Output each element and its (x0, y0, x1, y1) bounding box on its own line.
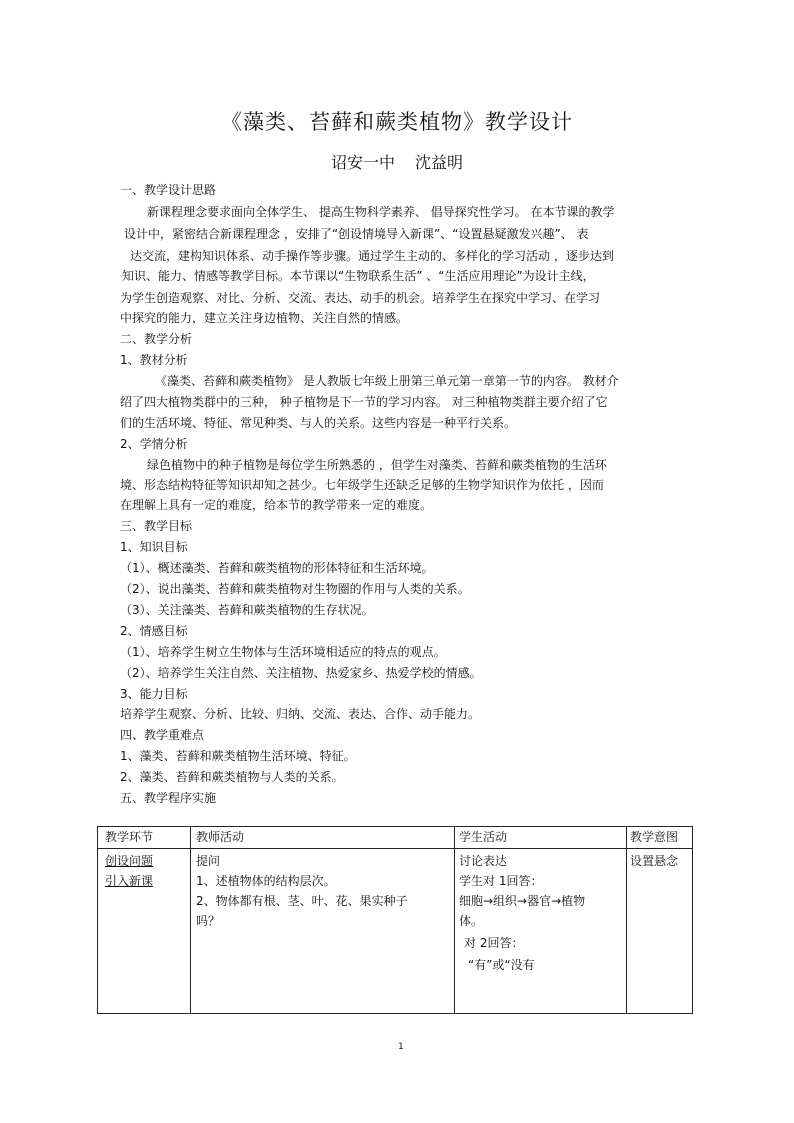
list-item: （2）、培养学生关注自然、关注植物、热爱家乡、热爱学校的情感。 (120, 666, 482, 680)
document-title: 《藻类、苔藓和蕨类植物》教学设计 (221, 110, 573, 134)
intent-cell: 设置悬念 (630, 854, 679, 868)
paragraph-line: 《藻类、苔藓和蕨类植物》 是人教版七年级上册第三单元第一章第一节的内容。 教材介 (155, 374, 619, 388)
section-heading: 三、教学目标 (120, 519, 193, 533)
subsection-heading: 2、情感目标 (120, 624, 188, 638)
student-cell-line: 体。 (459, 914, 484, 928)
paragraph-line: 知识、能力、情感等教学目标。本节课以“生物联系生活” 、“生活应用理论”为设计主线， (122, 269, 595, 283)
table-header-cell: 学生活动 (459, 830, 508, 844)
school-name: 诏安一中 (330, 153, 395, 172)
paragraph-line: 绍了四大植物类群中的三种， 种子植物是下一节的学习内容。 对三种植物类群主要介绍了它 (120, 395, 608, 409)
paragraph-line: 境、形态结构特征等知识却知之甚少。七年级学生还缺乏足够的生物学知识作为依托 ，因而 (120, 478, 604, 492)
list-item: （1）、概述藻类、苔藓和蕨类植物的形体特征和生活环境。 (120, 561, 434, 575)
paragraph-line: 培养学生观察、分析、比较、归纳、交流、表达、合作、动手能力。 (120, 707, 481, 721)
student-cell-line: 讨论表达 (459, 854, 508, 868)
student-cell-line: “有”或“没有 (468, 958, 535, 972)
subsection-heading: 1、教材分析 (120, 353, 188, 367)
paragraph-line: 新课程理念要求面向全体学生、 提高生物科学素养、 倡导探究性学习。 在本节课的教学 (147, 205, 615, 219)
student-cell-line: 学生对 1回答： (459, 874, 543, 888)
stage-cell-line: 引入新课 (105, 874, 154, 888)
subsection-heading: 3、能力目标 (120, 687, 188, 701)
teacher-cell-line: 1、述植物体的结构层次。 (196, 874, 336, 888)
column-divider (626, 827, 627, 1013)
table-header-cell: 教学意图 (630, 830, 679, 844)
subsection-heading: 1、知识目标 (120, 540, 188, 554)
column-divider (454, 827, 455, 1013)
subsection-heading: 2、学情分析 (120, 437, 188, 451)
teacher-cell-line: 提问 (196, 854, 221, 868)
paragraph-line: 们的生活环境、特征、常见种类、与人的关系。这些内容是一种平行关系。 (120, 416, 517, 430)
list-item: （3）、关注藻类、苔藓和蕨类植物的生存状况。 (120, 603, 374, 617)
paragraph-line: 达交流，建构知识体系、动手操作等步骤。通过学生主动的、多样化的学习活动 ，逐步达到 (130, 249, 614, 263)
teacher-cell-line: 吗？ (196, 914, 221, 928)
list-item: （1）、培养学生树立生物体与生活环境相适应的特点的观点。 (120, 645, 446, 659)
page-number: 1 (398, 1042, 404, 1052)
author-line (0, 150, 794, 173)
student-cell-line: 细胞→组织→器官→植物 (459, 894, 586, 908)
list-item: （2）、说出藻类、苔藓和蕨类植物对生物圈的作用与人类的关系。 (120, 582, 470, 596)
student-cell-line: 对 2回答： (464, 936, 524, 950)
paragraph-line: 设计中，紧密结合新课程理念 ，安排了“创设情境导入新课”、“设置悬疑激发兴趣”、 表 (124, 227, 589, 241)
list-item: 2、藻类、苔藓和蕨类植物与人类的关系。 (120, 770, 344, 784)
section-heading: 二、教学分析 (120, 332, 193, 346)
table-header-cell: 教学环节 (105, 830, 154, 844)
column-divider (190, 827, 191, 1013)
paragraph-line: 在理解上具有一定的难度，给本节的教学带来一定的难度。 (120, 498, 433, 512)
teacher-name: 沈益明 (415, 153, 464, 172)
paragraph-line: 绿色植物中的种子植物是每位学生所熟悉的 ，但学生对藻类、苔藓和蕨类植物的生活环 (147, 458, 607, 472)
table-header-cell: 教师活动 (196, 830, 245, 844)
teacher-cell-line: 2、物体都有根、茎、叶、花、果实种子 (196, 894, 408, 908)
teaching-procedure-table (97, 826, 693, 1014)
section-heading: 一、教学设计思路 (120, 183, 217, 197)
list-item: 1、藻类、苔藓和蕨类植物生活环境、特征。 (120, 749, 356, 763)
paragraph-line: 中探究的能力，建立关注身边植物、关注自然的情感。 (120, 311, 409, 325)
section-heading: 五、教学程序实施 (120, 791, 217, 805)
stage-cell-line: 创设问题 (105, 854, 154, 868)
paragraph-line: 为学生创造观察、对比、分析、交流、表达、动手的机会。培养学生在探究中学习、在学习 (120, 291, 601, 305)
table-header-row (98, 827, 692, 849)
section-heading: 四、教学重难点 (120, 728, 205, 742)
